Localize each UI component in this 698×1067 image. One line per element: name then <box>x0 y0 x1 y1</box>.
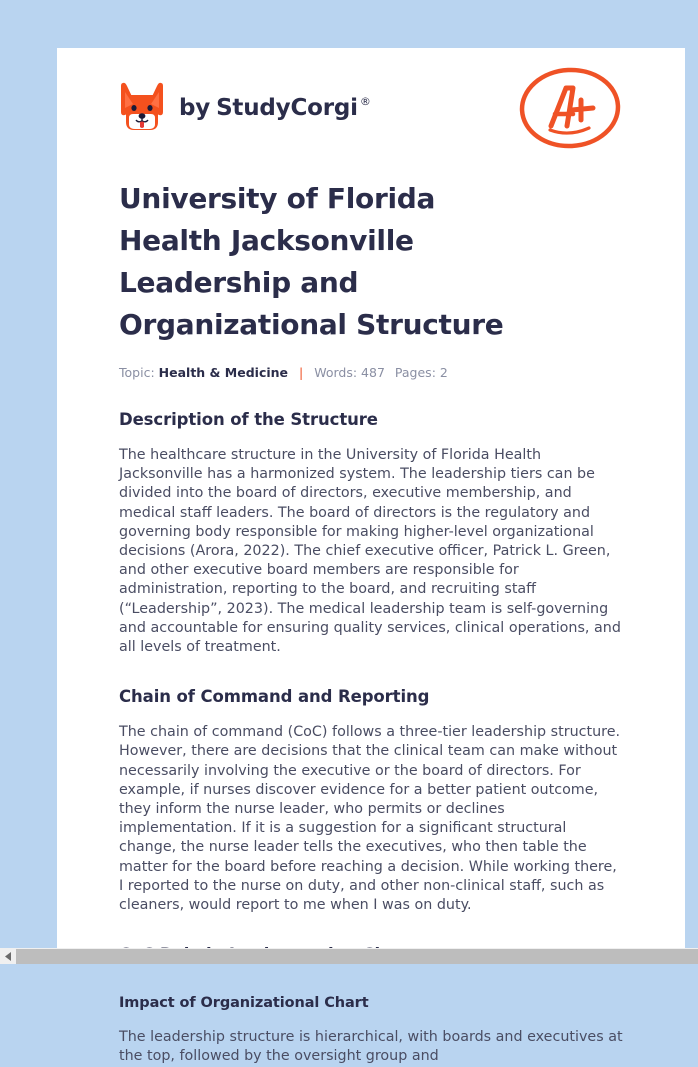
section-heading-description-of-the-structure: Description of the Structure <box>119 410 378 429</box>
horizontal-scrollbar[interactable] <box>0 948 698 964</box>
document-page <box>57 48 685 1065</box>
topic-value-link[interactable]: Health & Medicine <box>158 365 289 380</box>
topic-label: Topic: <box>119 365 155 380</box>
document-meta <box>119 365 623 380</box>
word-count: Words: 487 <box>314 365 385 380</box>
corgi-face-icon <box>119 82 165 134</box>
document-content <box>57 48 685 1067</box>
section-paragraph: The healthcare structure in the University of Florida Health Jacksonville has a harmonized system. The leadership tiers can be divided into the board of directors, executive membership, and medical staff leaders. The board of directors is the regulatory and governing body responsible for making higher-level organizational decisions (Arora, 2022). The chief executive officer, Patrick L. Green, and other executive board members are responsible for administration, reporting to the board, and recruiting staff (“Leadership”, 2023). The medical leadership team is self-governing and accountable for ensuring quality services, clinical operations, and all levels of treatment. <box>119 447 621 656</box>
page-count: Pages: 2 <box>394 365 448 380</box>
registered-trademark-icon: ® <box>359 95 371 108</box>
meta-separator: | <box>299 365 304 380</box>
section-paragraph: The chain of command (CoC) follows a three-tier leadership structure. However, there are decisions that the clinical team can make without necessarily involving the executive or the board of directors. For example, if nurses discover evidence for a better patient outcome, they inform the nurse leader, who permits or declines implementation. If it is a suggestion for a significant structural change, the nurse leader tells the executives, who then table the matter for the board before reaching a decision. While working there, I reported to the nurse on duty, and other non-clinical staff, such as cleaners, would report to me when I was on duty. <box>119 724 621 914</box>
scrollbar-thumb[interactable] <box>16 949 698 964</box>
scrollbar-track[interactable] <box>16 949 698 964</box>
scroll-left-button[interactable] <box>0 949 16 964</box>
brand-wordmark <box>179 95 371 121</box>
brand-by-text: by <box>179 95 211 121</box>
studycorgi-brand[interactable] <box>119 82 371 134</box>
section-heading-impact-of-organizational-chart: Impact of Organizational Chart <box>119 995 369 1012</box>
triangle-left-icon <box>5 952 12 961</box>
page-title: University of Florida Health Jacksonville Leadership and Organizational Structure <box>119 182 504 341</box>
section-paragraph: The leadership structure is hierarchical, with boards and executives at the top, followed by the oversight group and <box>119 1029 623 1065</box>
section-heading-chain-of-command-and-reporting: Chain of Command and Reporting <box>119 687 430 707</box>
a-plus-grade-icon <box>517 64 623 152</box>
brand-name-text: StudyCorgi <box>216 95 358 121</box>
document-header <box>119 48 623 156</box>
